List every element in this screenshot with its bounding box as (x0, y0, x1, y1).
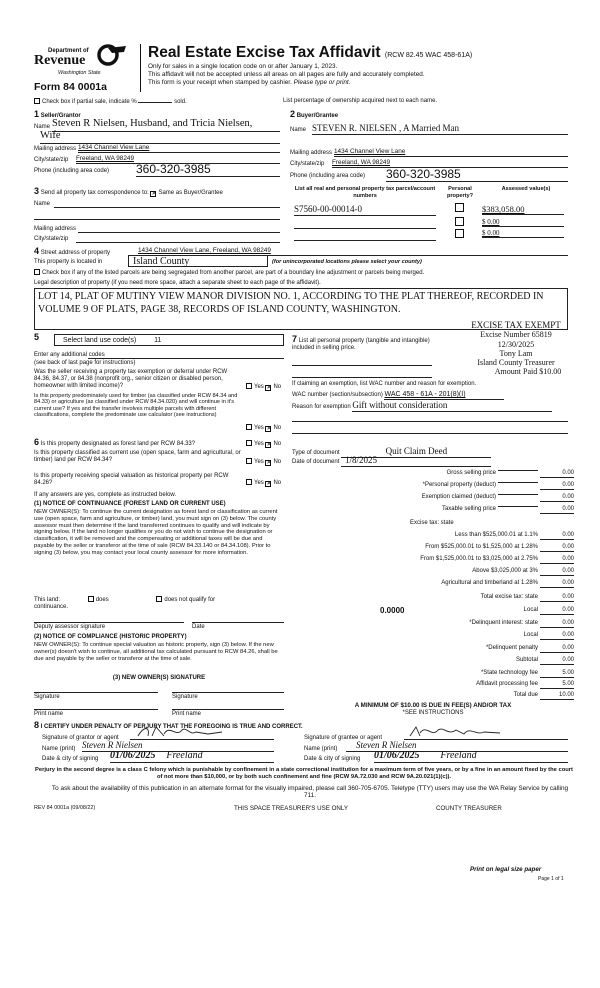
list-percentage-note: List percentage of ownership acquired next to each name. (283, 98, 438, 104)
buyer-city-field[interactable]: Freeland, WA 98249 (332, 159, 568, 168)
this-land-label: This land: (34, 597, 61, 603)
current-use-yes-label: Yes (254, 459, 264, 465)
delinquent-local-value[interactable]: 0.00 (540, 632, 574, 640)
notice2-text: NEW OWNER(S): To continue special valuation as historic property, sign (3) below. If the new owner(s) doesn't wish to continue, all additional tax calculated pursuant to RCW 84.26, shall be due and payable by the seller or transferor at the time of sale. (34, 642, 278, 662)
doc-date-row (292, 455, 491, 467)
reason-row (292, 400, 552, 412)
tier2-value[interactable]: 0.00 (540, 544, 574, 552)
grantee-signature-label: Signature of grantee or agent (304, 735, 383, 741)
partial-sale-label: Check box if partial sale, indicate % (42, 99, 137, 105)
processing-fee-row (292, 681, 574, 690)
does-qualify-checkbox[interactable] (88, 596, 94, 602)
partial-sale-row (34, 98, 187, 106)
buyer-phone-field[interactable]: 360-320-3985 (386, 167, 568, 182)
wac-field[interactable]: WAC 458 - 61A - 201(8)(I) (384, 391, 504, 400)
notice3-title: (3) NEW OWNER(S) SIGNATURE (112, 675, 206, 681)
does-not-qualify-checkbox[interactable] (156, 596, 162, 602)
total-due-value[interactable]: 10.00 (540, 692, 574, 700)
current-use-yes-checkbox[interactable] (246, 458, 252, 464)
seller-name-field-2[interactable]: Wife (40, 130, 280, 144)
taxable-price-row (292, 506, 574, 515)
owner-signature-line-1[interactable] (34, 692, 158, 693)
buyer-num: 2 (290, 109, 296, 119)
timber-yes-no (246, 424, 281, 432)
grantee-date-field[interactable] (374, 750, 568, 763)
revision-label: REV 84 0001a (09/08/22) (34, 805, 96, 811)
section8-num: 8 (34, 720, 40, 730)
header-note-2: This affidavit will not be accepted unless all areas on all pages are fully and accurately completed. (148, 71, 425, 78)
forest-no-label: No (273, 441, 282, 447)
tech-fee-value[interactable]: 5.00 (540, 670, 574, 678)
partial-sale-checkbox[interactable] (34, 98, 40, 104)
owner-print-label-1: Print name (34, 711, 64, 717)
deputy-signature-label: Deputy assessor signature (34, 624, 106, 630)
buyer-heading (290, 109, 338, 120)
street-row (34, 246, 110, 257)
total-state-row (292, 594, 574, 603)
does-label: does (95, 597, 109, 603)
owner-signature-label-1: Signature (34, 694, 60, 700)
timber-no-label: No (273, 425, 282, 431)
parcel-2-field[interactable] (294, 222, 436, 229)
seller-mailing-field[interactable]: 1434 Channel View Lane (78, 144, 280, 153)
form-title-rcw: (RCW 82.45 WAC 458-61A) (384, 52, 473, 59)
processing-fee-label: Affidavit processing fee (476, 681, 538, 687)
seller-city-label: City/state/zip (34, 157, 69, 163)
correspondence-city-label: City/state/zip (34, 236, 69, 242)
tier1-row (292, 532, 574, 541)
exemption-claim-label: If claiming an exemption, list WAC number and reason for exemption. (292, 381, 477, 387)
seller-mailing-label: Mailing address (34, 146, 77, 152)
deputy-signature-line[interactable] (34, 622, 184, 623)
reason-label: Reason for exemption (292, 404, 351, 410)
seller-city-field[interactable]: Freeland, WA 98249 (76, 155, 280, 164)
street-label: Street address of property (40, 250, 111, 256)
header-note-3a: This form is your receipt when stamped by cashier. (148, 79, 292, 86)
tier5-value[interactable]: 0.00 (540, 580, 574, 588)
grantor-city-value: Freeland (166, 750, 203, 761)
grantor-name-label: Name (print) (42, 746, 76, 752)
personal-deduct-value[interactable]: 0.00 (540, 482, 574, 490)
form-title-text: Real Estate Excise Tax Affidavit (148, 44, 381, 61)
personal-property-field-2[interactable] (292, 372, 432, 378)
partial-sale-percent-field[interactable] (138, 102, 172, 103)
exemption-yes-no (246, 383, 281, 391)
forest-no-checkbox[interactable] (265, 442, 271, 448)
tier5-row (292, 580, 574, 589)
personal-property-label (292, 334, 442, 352)
minimum-due-note: A MINIMUM OF $10.00 IS DUE IN FEE(S) AND/OR TAX (354, 702, 512, 709)
stamp-line-2: Excise Number 65819 (480, 330, 552, 340)
total-state-value[interactable]: 0.00 (540, 594, 574, 602)
tier4-label: Above $3,025,000 at 3% (472, 568, 538, 574)
owner-print-line-2[interactable] (172, 709, 284, 710)
owner-print-label-2: Print name (172, 711, 202, 717)
grantee-signature-image (404, 724, 564, 740)
see-back-note: (see back of last page for instructions) (34, 360, 136, 366)
buyer-heading-text: Buyer/Grantee (296, 113, 339, 119)
land-use-select[interactable] (54, 334, 284, 346)
delinquent-state-label: *Delinquent interest: state (469, 620, 538, 626)
correspondence-name-field-2[interactable] (34, 213, 280, 220)
tier3-value[interactable]: 0.00 (540, 556, 574, 564)
timber-yes-label: Yes (254, 425, 264, 431)
additional-codes-label: Enter any additional codes (34, 352, 105, 358)
correspondence-row (34, 186, 223, 197)
treasurer-use-label: THIS SPACE TREASURER'S USE ONLY (234, 805, 348, 812)
grantee-signature-field[interactable] (404, 726, 568, 740)
personal-property-field[interactable] (292, 360, 432, 366)
grantor-date-field[interactable] (110, 750, 274, 763)
stamp-line-4: Tony Lam (499, 348, 533, 358)
grantor-signature-image (130, 724, 270, 740)
located-label: This property is located in (34, 259, 103, 265)
buyer-mailing-label: Mailing address (290, 150, 333, 156)
grantor-date-value: 01/06/2025 (110, 750, 156, 761)
buyer-name-field[interactable]: STEVEN R. NIELSEN , A Married Man (312, 123, 568, 135)
grantee-date-value: 01/06/2025 (374, 750, 420, 761)
current-use-question: Is this property classified as current use (open space, farm and agricultural, or timber) land per RCW 84.34? (34, 450, 241, 464)
correspondence-label: Send all property tax correspondence to: (40, 190, 149, 196)
owner-signature-line-2[interactable] (172, 692, 284, 693)
subtotal-value[interactable]: 0.00 (540, 657, 574, 665)
timber-yes-checkbox[interactable] (246, 424, 252, 430)
perjury-notice: Perjury in the second degree is a class C felony which is punishable by confinement in a state correctional institution for a maximum term of five years, or by a fine in an amount fixed by the court of not more than $10,000, or by both such confinement and fine (RCW 9A.72.030 and RCW 9A.20.021(1)(c)). (35, 767, 573, 780)
stamp-line-5: Island County Treasurer (477, 357, 555, 367)
grantor-date-label: Date & city of signing (42, 756, 99, 762)
form-number: Form 84 0001a (34, 81, 107, 93)
delinquent-local-row (292, 632, 574, 641)
grantee-date-label: Date & city of signing (304, 756, 361, 762)
county-treasurer-label: COUNTY TREASURER (436, 805, 502, 812)
exemption-yes-label: Yes (254, 384, 264, 390)
personal-property-text: List all personal property (tangible and intangible) included in selling price. (292, 338, 430, 352)
segregated-label: Check box if any of the listed parcels are being segregated from another parcel, are part of a boundary line adjustment or parcels being merged. (42, 270, 425, 276)
total-due-row (292, 692, 574, 701)
header-note-3 (148, 79, 568, 87)
delinquent-state-value[interactable]: 0.00 (540, 620, 574, 628)
owner-print-line-1[interactable] (34, 709, 158, 710)
current-use-no-label: No (273, 459, 282, 465)
personal-3-checkbox[interactable] (455, 229, 464, 238)
section6-num: 6 (34, 437, 40, 447)
tech-fee-label: *State technology fee (480, 670, 538, 676)
parcel-1-field[interactable]: S7560-00-00014-0 (294, 204, 436, 216)
exemption-no-checkbox[interactable] (265, 385, 271, 391)
total-state-label: Total excise tax: state (480, 594, 538, 600)
gross-price-label: Gross selling price (446, 470, 496, 476)
seller-phone-field[interactable]: 360-320-3985 (136, 162, 280, 177)
revenue-logo (34, 44, 130, 84)
correspondence-mailing-field[interactable] (78, 226, 280, 233)
delinquent-state-row (292, 620, 574, 629)
tier1-label: Less than $525,000.01 at 1.1% (454, 532, 538, 538)
personal-deduct-label: *Personal property (deduct) (422, 482, 496, 488)
alt-format-notice: To ask about the availability of this publication in an alternate format for the visually impaired, please call 360-705-6705. Teletype (TTY) users may use the WA Relay Service by calling 711. (51, 785, 569, 800)
exemption-deduct-row (292, 494, 574, 503)
total-due-label: Total due (513, 692, 538, 698)
grantee-name-label: Name (print) (304, 746, 338, 752)
tier3-label: From $1,525,000.01 to $3,025,000 at 2.75% (420, 556, 538, 562)
assessed-value-3[interactable]: $ 0.00 (482, 229, 564, 238)
subtotal-row (292, 657, 574, 666)
penalty-label: *Delinquent penalty (485, 645, 538, 651)
personal-1-checkbox[interactable] (455, 203, 464, 212)
parcel-3-field[interactable] (294, 234, 436, 241)
forest-question-text: Is this property designated as forest land per RCW 84.33? (40, 441, 196, 447)
segregated-checkbox[interactable] (34, 269, 40, 275)
doc-date-field[interactable]: 1/8/2025 (341, 455, 491, 467)
notice2-title: (2) NOTICE OF COMPLIANCE (HISTORIC PROPERTY) (34, 634, 187, 640)
stamp-line-3: 12/30/2025 (497, 339, 535, 349)
segregated-row (34, 269, 424, 277)
local-value[interactable]: 0.00 (540, 607, 574, 615)
owner-signature-label-2: Signature (172, 694, 198, 700)
additional-codes-field[interactable] (88, 352, 284, 359)
correspondence-mailing-label: Mailing address (34, 226, 77, 232)
grantee-name-field[interactable]: Steven R Nielsen (346, 740, 568, 752)
taxable-price-label: Taxable selling price (441, 506, 496, 512)
notice1-title: (1) NOTICE OF CONTINUANCE (FOREST LAND OR CURRENT USE) (34, 501, 226, 507)
seller-heading-text: Seller/Grantor (40, 113, 81, 119)
deputy-date-line[interactable] (192, 622, 284, 623)
wac-label: WAC number (section/subsection) (292, 392, 383, 398)
personal-deduct-blank (498, 482, 538, 483)
seller-phone-label: Phone (including area code) (34, 168, 110, 174)
historic-yes-no (246, 479, 281, 487)
dept-line: Department of (48, 48, 89, 54)
correspondence-name-label: Name (34, 201, 51, 207)
timber-no-checkbox[interactable] (265, 426, 271, 432)
taxable-price-value[interactable]: 0.00 (540, 506, 574, 514)
personal-col-header: Personal property? (446, 186, 474, 199)
partial-sale-sold: sold. (174, 99, 187, 105)
same-as-buyer-checkbox[interactable] (150, 191, 156, 197)
buyer-city-label: City/state/zip (290, 161, 325, 167)
gross-price-value[interactable]: 0.00 (540, 470, 574, 478)
tier3-row (292, 556, 574, 565)
correspondence-city-field[interactable] (76, 236, 280, 243)
correspondence-num: 3 (34, 186, 40, 196)
continuance-label: continuance. (34, 604, 69, 610)
forest-yes-label: Yes (254, 441, 264, 447)
historic-yes-label: Yes (254, 480, 264, 486)
personal-2-checkbox[interactable] (455, 217, 464, 226)
parcel-col-header: List all real and personal property tax parcel/account numbers (294, 186, 436, 199)
historic-question: Is this property receiving special valuation as historical property per RCW 84.26? (34, 473, 229, 487)
notice1-text: NEW OWNER(S): To continue the current designation as forest land or classification as current use (open space, farm and agriculture, or timber) land, you must sign on (3) below. The county assessor must then determine if the land transferred continues to qualify and will indicate by signing below. If the land no longer qualifies or you do not wish to continue the designation or classification, it will be removed and the compensating or additional taxes will be due and payable by the seller or transferor at the time of sale (RCW 84.33.140 or 84.34.108). Prior to signing (3) below, you may contact your local county assessor for more information. (34, 509, 278, 556)
excise-state-label: Excise tax: state (410, 520, 454, 526)
header-divider (140, 44, 141, 92)
revenue-logo-mark-icon (94, 44, 128, 66)
exemption-no-label: No (273, 384, 282, 390)
tier5-label: Agricultural and timberland at 1.28% (441, 580, 538, 586)
forest-question (34, 437, 244, 448)
street-address-field[interactable]: 1434 Channel View Lane, Freeland, WA 98249 (138, 247, 568, 256)
assessed-value-2[interactable]: $ 0.00 (482, 218, 564, 227)
doc-type-field[interactable]: Quit Claim Deed (341, 446, 491, 458)
state-line: Washington State (58, 70, 101, 76)
this-land-row (34, 596, 215, 604)
wac-row (292, 391, 504, 400)
county-select[interactable]: Island County (128, 255, 268, 267)
historic-no-label: No (273, 480, 282, 486)
exemption-deduct-label: Exemption claimed (deduct) (421, 494, 496, 500)
personal-deduct-row (292, 482, 574, 491)
subtotal-label: Subtotal (515, 657, 538, 663)
grantor-signature-field[interactable] (130, 726, 274, 740)
seller-num: 1 (34, 109, 40, 119)
current-use-no-checkbox[interactable] (265, 460, 271, 466)
revenue-wordmark: Revenue (34, 53, 86, 68)
section7-num: 7 (292, 334, 298, 344)
land-use-label: Select land use code(s) (63, 337, 137, 344)
doc-date-label: Date of document (292, 459, 340, 465)
correspondence-name-field[interactable] (54, 201, 280, 208)
penalty-row (292, 645, 574, 654)
stamp-line-1: EXCISE TAX EXEMPT (471, 320, 561, 330)
delinquent-local-label: Local (523, 632, 538, 638)
historic-no-checkbox[interactable] (265, 481, 271, 487)
tier4-value[interactable]: 0.00 (540, 568, 574, 576)
reason-field-3[interactable] (292, 428, 568, 434)
same-as-buyer-label: Same as Buyer/Grantee (158, 190, 223, 196)
processing-fee-value[interactable]: 5.00 (540, 681, 574, 689)
deputy-date-label: Date (192, 624, 205, 630)
taxable-price-blank (498, 506, 538, 507)
land-use-code: 11 (154, 337, 162, 344)
exemption-question: Was the seller receiving a property tax exemption or deferral under RCW 84.36, 84.37, or 84.38 (nonprofit org., senior citizen or disabled person, homeowner with limited income)? (34, 369, 228, 389)
instructions-note: If any answers are yes, complete as instructed below. (34, 492, 177, 498)
doc-type-label: Type of document (292, 450, 340, 456)
certify-text: I CERTIFY UNDER PENALTY OF PERJURY THAT THE FOREGOING IS TRUE AND CORRECT. (40, 724, 303, 730)
local-rate-value[interactable]: 0.0000 (380, 606, 405, 615)
local-label: Local (523, 607, 538, 613)
seller-name-label: Name (34, 124, 51, 130)
reason-field[interactable]: Gift without consideration (352, 400, 552, 412)
street-num: 4 (34, 246, 40, 256)
local-row (292, 607, 574, 616)
tier2-row (292, 544, 574, 553)
exemption-deduct-blank (498, 494, 538, 495)
header-notes (148, 63, 568, 87)
legal-description-field[interactable]: LOT 14, PLAT OF MUTINY VIEW MANOR DIVISION NO. 1, ACCORDING TO THE PLAT THEREOF, RECORDED IN VOLUME 9 OF PLATS, PAGE 38, RECORDS OF ISLAND COUNTY, WASHINGTON. (34, 288, 568, 330)
tech-fee-row (292, 670, 574, 679)
form-title (148, 44, 472, 63)
historic-yes-checkbox[interactable] (246, 479, 252, 485)
reason-field-2[interactable] (292, 416, 568, 422)
buyer-name-label: Name (290, 127, 307, 133)
grantee-city-value: Freeland (440, 750, 477, 761)
grantor-name-field[interactable]: Steven R Nielsen (82, 740, 274, 752)
legal-paper-note: Print on legal size paper (470, 866, 542, 873)
current-use-yes-no (246, 458, 281, 466)
seller-name-field[interactable]: Steven R Nielsen, Husband, and Tricia Nielsen, (52, 118, 280, 132)
see-instructions-note: *SEE INSTRUCTIONS (402, 710, 464, 716)
legal-description-label: Legal description of property (if you need more space, attach a separate sheet to each page of the affidavit). (34, 280, 321, 286)
assessed-value-1[interactable]: $383,058.00 (482, 204, 564, 215)
grantor-signature-label: Signature of grantor or agent (42, 735, 119, 741)
assessed-col-header: Assessed value(s) (501, 186, 551, 192)
gross-price-blank (498, 470, 538, 471)
tier1-value[interactable]: 0.00 (540, 532, 574, 540)
exemption-deduct-value[interactable]: 0.00 (540, 494, 574, 502)
page-number: Page 1 of 1 (538, 876, 564, 882)
tier4-row (292, 568, 574, 577)
buyer-phone-label: Phone (including area code) (290, 173, 366, 179)
gross-price-row (292, 470, 574, 479)
header-note-1: Only for sales in a single location code on or after January 1, 2023. (148, 63, 338, 70)
treasurer-stamp (446, 320, 586, 376)
does-not-label: does not qualify for (164, 597, 216, 603)
unincorporated-note: (for unincorporated locations please select your county) (272, 259, 422, 265)
tier2-label: From $525,000.01 to $1,525,000 at 1.28% (425, 544, 538, 550)
penalty-value[interactable]: 0.00 (540, 645, 574, 653)
forest-yes-no (246, 440, 281, 448)
buyer-mailing-field[interactable]: 1434 Channel View Lane (334, 148, 568, 157)
timber-question: Is this property predominately used for timber (as classified under RCW 84.34 and 84.33) or agriculture (as classified under RCW 84.34.020) and will continue in it's current use? If yes and the transfer involves multiple parcels with different classifications, complete the predominate use calculator (see instructions) (34, 393, 238, 419)
header-note-3b: Please type or print. (293, 79, 351, 86)
exemption-yes-checkbox[interactable] (246, 383, 252, 389)
stamp-line-6: Amount Paid $10.00 (494, 367, 562, 377)
section5-num: 5 (34, 332, 40, 342)
forest-yes-checkbox[interactable] (246, 440, 252, 446)
